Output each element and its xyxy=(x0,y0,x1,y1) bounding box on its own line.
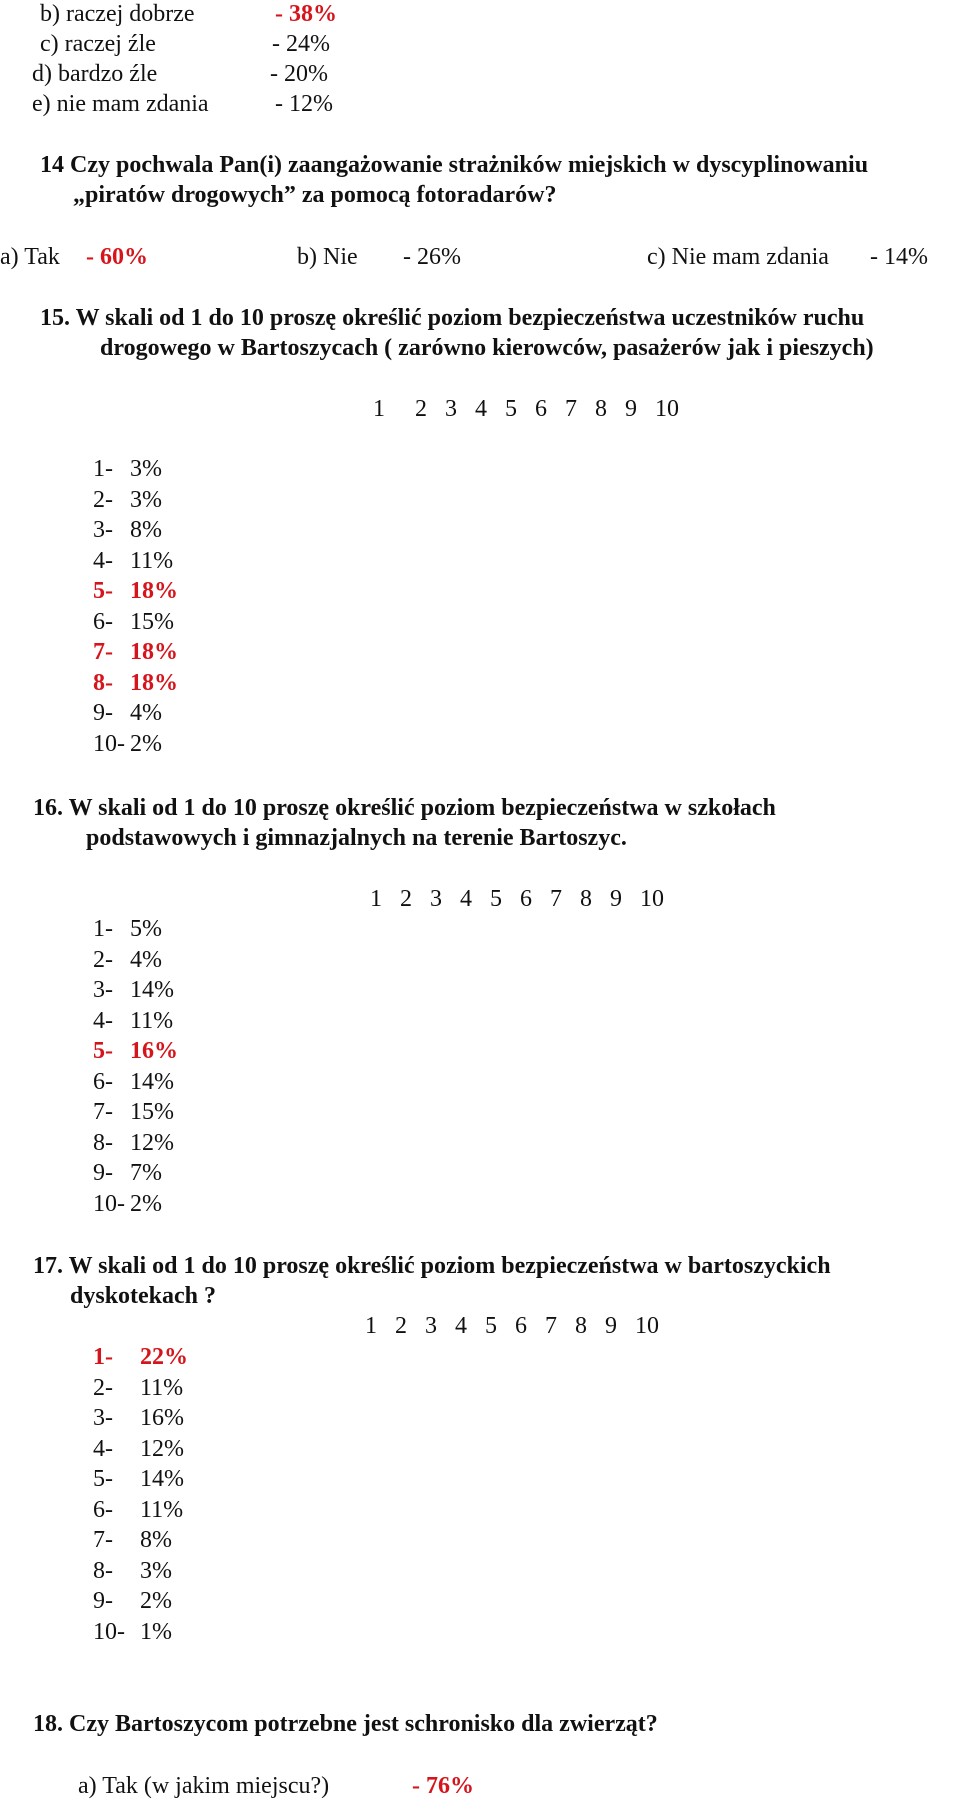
q16-result-score: 6- xyxy=(93,1068,113,1095)
q18-answer-a-value: - 76% xyxy=(412,1773,474,1799)
q15-result-percent: 18% xyxy=(130,639,178,665)
q18-answer-a-label: a) Tak (w jakim miejscu?) xyxy=(78,1773,330,1799)
q16-result-row xyxy=(93,1128,174,1158)
q17-result-row xyxy=(93,1464,184,1494)
q15-result-percent: 15% xyxy=(130,608,174,635)
q17-result-row xyxy=(93,1617,172,1647)
q16-result-score: 3- xyxy=(93,977,113,1003)
q13-option-e-label: e) nie mam zdania xyxy=(32,91,209,117)
q16-result-score: 2- xyxy=(93,946,113,973)
q14-question-line1: 14 Czy pochwala Pan(i) zaangażowanie strażników miejskich w dyscyplinowaniu xyxy=(40,152,869,178)
q15-result-row xyxy=(93,454,162,484)
q16-result-row xyxy=(93,1097,174,1127)
q16-result-percent: 11% xyxy=(130,1007,174,1034)
q17-result-row xyxy=(93,1495,184,1525)
q15-result-row xyxy=(93,637,178,667)
q15-result-percent: 4% xyxy=(130,700,162,726)
q15-result-row xyxy=(93,546,174,576)
q16-result-score: 5- xyxy=(93,1038,113,1064)
q15-result-percent: 11% xyxy=(130,547,174,574)
q16-result-row xyxy=(93,1036,178,1066)
q15-result-score: 7- xyxy=(93,639,113,665)
q16-result-row xyxy=(93,1189,162,1219)
q17-result-percent: 22% xyxy=(140,1344,188,1370)
q17-result-row xyxy=(93,1556,172,1586)
q13-option-b-label: b) raczej dobrze xyxy=(40,1,195,27)
q14-answer-b-label: b) Nie xyxy=(297,244,358,270)
q14-question-line2: „piratów drogowych” za pomocą fotoradarów? xyxy=(73,182,557,208)
q15-result-row xyxy=(93,729,162,759)
q16-result-row xyxy=(93,1158,162,1188)
q15-result-row xyxy=(93,576,178,606)
q15-result-percent: 18% xyxy=(130,669,178,696)
q16-result-percent: 2% xyxy=(130,1190,162,1217)
q17-result-percent: 8% xyxy=(140,1527,172,1553)
q13-option-c-label: c) raczej źle xyxy=(40,31,156,57)
q17-result-percent: 12% xyxy=(140,1435,184,1462)
q14-answer-a-label: a) Tak xyxy=(0,244,60,270)
q17-result-row xyxy=(93,1373,184,1403)
q17-result-percent: 3% xyxy=(140,1557,172,1584)
q15-question-line1: 15. W skali od 1 do 10 proszę określić poziom bezpieczeństwa uczestników ruchu xyxy=(40,305,865,331)
q17-result-score: 10- xyxy=(93,1618,125,1645)
q17-result-percent: 11% xyxy=(140,1374,184,1401)
q13-option-d-value: - 20% xyxy=(270,61,328,87)
q15-scale: 1 2 3 4 5 6 7 8 9 10 xyxy=(373,396,679,422)
q15-result-percent: 2% xyxy=(130,730,162,757)
q17-result-score: 5- xyxy=(93,1466,113,1492)
q15-result-percent: 3% xyxy=(130,486,162,513)
q15-result-score: 4- xyxy=(93,547,113,574)
q17-result-score: 8- xyxy=(93,1557,113,1584)
q17-question-line2: dyskotekach ? xyxy=(70,1283,217,1309)
q15-result-score: 1- xyxy=(93,456,113,482)
q15-result-score: 6- xyxy=(93,608,113,635)
q17-result-score: 1- xyxy=(93,1344,113,1370)
q15-result-row xyxy=(93,607,174,637)
q16-result-score: 4- xyxy=(93,1007,113,1034)
q17-question-line1: 17. W skali od 1 do 10 proszę określić poziom bezpieczeństwa w bartoszyckich xyxy=(33,1253,831,1279)
q17-result-percent: 2% xyxy=(140,1588,172,1614)
q16-result-percent: 5% xyxy=(130,916,162,942)
q15-result-percent: 18% xyxy=(130,578,178,604)
q16-result-percent: 16% xyxy=(130,1038,178,1064)
q15-result-row xyxy=(93,485,162,515)
q15-result-row xyxy=(93,698,162,728)
q14-answer-b-value: - 26% xyxy=(403,244,461,270)
q16-result-score: 9- xyxy=(93,1160,113,1186)
q16-result-score: 1- xyxy=(93,916,113,942)
q17-result-percent: 11% xyxy=(140,1496,184,1523)
q15-result-score: 2- xyxy=(93,486,113,513)
q13-option-e-value: - 12% xyxy=(275,91,333,117)
q17-result-percent: 1% xyxy=(140,1618,172,1645)
q16-result-percent: 12% xyxy=(130,1129,174,1156)
q17-scale: 1 2 3 4 5 6 7 8 9 10 xyxy=(365,1313,659,1339)
q17-result-score: 4- xyxy=(93,1435,113,1462)
q16-result-score: 10- xyxy=(93,1190,125,1217)
q17-result-percent: 16% xyxy=(140,1405,184,1431)
q16-result-row xyxy=(93,914,162,944)
q17-result-score: 7- xyxy=(93,1527,113,1553)
q16-question-line1: 16. W skali od 1 do 10 proszę określić poziom bezpieczeństwa w szkołach xyxy=(33,795,776,821)
q14-answer-a-value: - 60% xyxy=(86,244,148,270)
q16-result-percent: 14% xyxy=(130,1068,174,1095)
q16-result-row xyxy=(93,975,174,1005)
q15-result-row xyxy=(93,668,178,698)
q16-result-percent: 7% xyxy=(130,1160,162,1186)
q17-result-row xyxy=(93,1342,188,1372)
q16-result-score: 7- xyxy=(93,1099,113,1125)
q13-option-b-value: - 38% xyxy=(275,1,337,27)
q17-result-row xyxy=(93,1525,172,1555)
q16-result-percent: 14% xyxy=(130,977,174,1003)
q17-result-score: 3- xyxy=(93,1405,113,1431)
q16-scale: 1 2 3 4 5 6 7 8 9 10 xyxy=(370,886,664,912)
q17-result-percent: 14% xyxy=(140,1466,184,1492)
q16-result-row xyxy=(93,1067,174,1097)
q18-question: 18. Czy Bartoszycom potrzebne jest schronisko dla zwierząt? xyxy=(33,1711,658,1737)
q15-result-percent: 3% xyxy=(130,456,162,482)
q15-result-row xyxy=(93,515,162,545)
q15-result-score: 9- xyxy=(93,700,113,726)
q14-answer-c-value: - 14% xyxy=(870,244,928,270)
q14-answer-c-label: c) Nie mam zdania xyxy=(647,244,829,270)
q15-question-line2: drogowego w Bartoszycach ( zarówno kierowców, pasażerów jak i pieszych) xyxy=(100,335,874,361)
q16-result-percent: 4% xyxy=(130,946,162,973)
q15-result-score: 10- xyxy=(93,730,125,757)
q15-result-percent: 8% xyxy=(130,517,162,543)
q17-result-score: 9- xyxy=(93,1588,113,1614)
q16-result-percent: 15% xyxy=(130,1099,174,1125)
q15-result-score: 3- xyxy=(93,517,113,543)
q13-option-c-value: - 24% xyxy=(272,31,330,57)
q17-result-row xyxy=(93,1434,184,1464)
q17-result-row xyxy=(93,1403,184,1433)
q16-result-score: 8- xyxy=(93,1129,113,1156)
q17-result-score: 6- xyxy=(93,1496,113,1523)
q16-question-line2: podstawowych i gimnazjalnych na terenie Bartoszyc. xyxy=(86,825,627,851)
q17-result-score: 2- xyxy=(93,1374,113,1401)
q16-result-row xyxy=(93,1006,174,1036)
q17-result-row xyxy=(93,1586,172,1616)
q16-result-row xyxy=(93,945,162,975)
q15-result-score: 5- xyxy=(93,578,113,604)
q15-result-score: 8- xyxy=(93,669,113,696)
q13-option-d-label: d) bardzo źle xyxy=(32,61,158,87)
